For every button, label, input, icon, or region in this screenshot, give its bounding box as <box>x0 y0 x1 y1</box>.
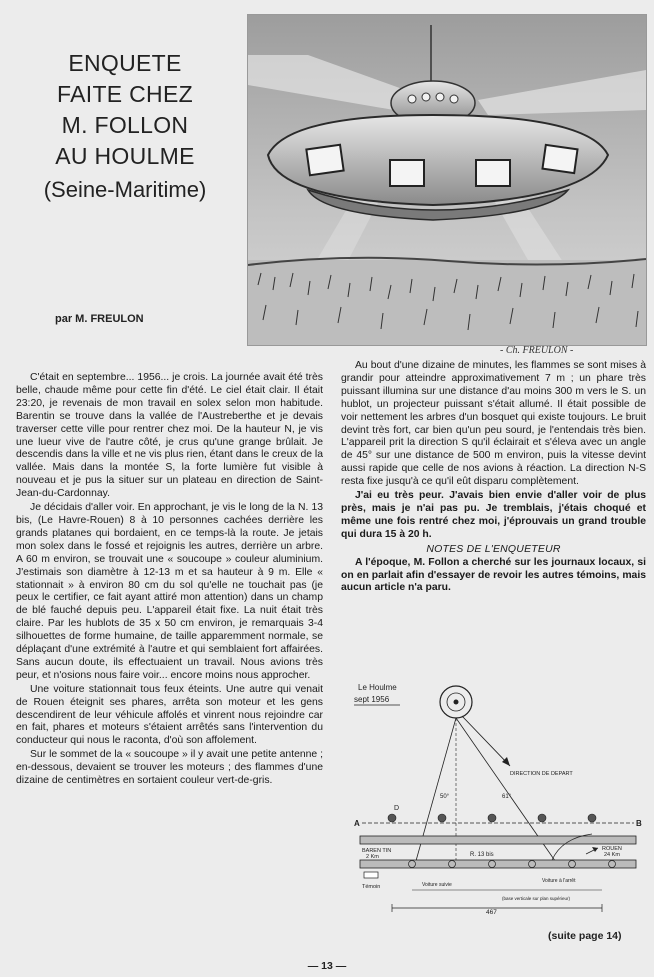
left-column <box>16 372 323 789</box>
temoin-label: Témoin <box>362 884 381 890</box>
road-upper <box>360 836 636 844</box>
angle-a-label: 50° <box>440 794 450 800</box>
saucer-drawing <box>248 15 646 345</box>
page-number: — 13 — <box>307 960 347 972</box>
title-line-4: AU HOULME <box>55 143 195 169</box>
diagram-date: sept 1956 <box>354 695 390 704</box>
title-line-1: ENQUETE <box>68 50 182 76</box>
voiture-suivie-label: Voiture suivie <box>422 882 452 888</box>
byline: par M. FREULON <box>55 313 144 325</box>
marker-d: D <box>394 805 400 812</box>
notes-heading: NOTES DE L'ENQUETEUR <box>426 542 561 555</box>
title-line-2: FAITE CHEZ <box>57 81 193 107</box>
rouen-arrow-icon <box>592 847 598 852</box>
paragraph: Une voiture stationnait tous feux éteints. Une autre qui venait de Rouen éteignit ses phares, arrêta son moteur et les gens descendirent de leur véhicule affolés et vinrent nous rejoindre car en fait, phares et moteurs s'étaient arrêtés sans l'intervention du conducteur qui nous le raconta, d'où son affolement. <box>16 683 323 747</box>
base-label: (base verticale sur plan supérieur) <box>502 896 571 901</box>
right-column <box>341 360 646 596</box>
saucer-illustration <box>247 14 647 346</box>
continued-note: (suite page 14) <box>548 930 622 942</box>
barentin-label: BAREN TIN <box>362 848 392 854</box>
artist-signature: - Ch. FREULON - <box>500 345 574 356</box>
angle-b-label: 61° <box>502 794 512 800</box>
rouen-distance: 24 Km <box>604 852 620 858</box>
site-diagram <box>352 678 644 916</box>
voiture-arret-label: Voiture à l'arrêt <box>542 878 576 884</box>
article-title <box>10 48 240 206</box>
temoin-marker <box>364 872 378 878</box>
site-map-drawing <box>352 678 644 916</box>
paragraph: J'ai eu très peur. J'avais bien envie d'aller voir de plus près, mais je n'ai pas pu. Je tremblais, j'étais choqué et même une fois rentré chez moi, j'éprouvais un grand trouble qui dura 15 à 20 h. <box>341 490 646 540</box>
diagram-place: Le Houlme <box>358 683 397 692</box>
paragraph: Au bout d'une dizaine de minutes, les flammes se sont mises à grandir pour atteindre approximativement 7 m ; un phare très puissant illumina sur une distance d'au moins 300 m vers le S. un hublot, un projecteur puissant s'était allumé. Il était possible de voir nettement les arbres d'un bosquet qui existe toujours. Le bruit devint très fort, car bien qu'un peu sourd, je l'entendais très bien. L'appareil prit la direction S qu'il éclairait et s'éleva avec un angle de 45° sur une distance de 500 m environ, puis la vitesse devint aussi rapide que celle de nos avions à réaction. La direction N-S resta fixe jusqu'à ce qu'il eût disparu complètement. <box>341 360 646 488</box>
paragraph: Je décidais d'aller voir. En approchant, je vis le long de la N. 13 bis, (Le Havre-Rouen) 8 à 10 personnes cachées derrière les grands platanes qui bordaient, en ce temps-là la route. Je jetais mon solex dans le fossé et rejoignis les autres, derrière un arbre. A 60 m environ, se trouvait une « soucoupe » couleur aluminium. J'estimais son diamètre à 12-13 m et sa hauteur à 9 m. Elle « stationnait » à environ 80 cm du sol qu'elle ne touchait pas (je peux le certifier, ce fait ayant attiré mon attention) dans un champ de blé fauché depuis peu. L'appareil était fixe. La nuit était très claire. Par les hublots de 35 x 50 cm environ, je remarquais 3-4 silhouettes de forme humaine, de taille apparemment normale, se déplaçant d'une extrémité à l'autre et qui semblaient fort affairées. Sans aucun doute, ils effectuaient un travail. Nous avions très peur, et n'osions nous faire voir... encore moins nous approcher. <box>16 502 323 681</box>
notes-paragraph: A l'époque, M. Follon a cherché sur les journaux locaux, si on en parlait afin d'essayer de revoir les autres témoins, mais aucun article n'a paru. <box>341 556 646 594</box>
distance-label: 467 <box>486 909 497 916</box>
title-line-3: M. FOLLON <box>61 112 189 138</box>
road-lower <box>360 860 636 868</box>
direction-label: DIRECTION DE DEPART <box>510 771 573 777</box>
paragraph: C'était en septembre... 1956... je crois. La journée avait été très belle, chaude même pour cette fin d'été. Le ciel était clair. Il était 23:20, je revenais de mon travail en solex selon mon habitude. Barentin se trouve dans la vallée de l'Austreberthe et je devais traverser cette ville pour rentrer chez moi. De la hauteur N, je vis une lueur vive de l'autre côté, je crus qu'une grange brûlait. Je descendis dans la ville et ne vis plus rien, étant dans le creux de la vallée. Mais dans la montée S, la forte lumière fut visible à nouveau et je pus la situer sur un plateau en direction de Saint-Jean-du-Cardonnay. <box>16 372 323 500</box>
barentin-distance: 2 Km <box>366 854 379 860</box>
route-label: R. 13 bis <box>470 852 494 858</box>
marker-a: A <box>354 819 360 828</box>
marker-b: B <box>636 819 642 828</box>
rouen-label: ROUEN <box>602 846 622 852</box>
paragraph: Sur le sommet de la « soucoupe » il y avait une petite antenne ; en-dessous, devaient se trouver les moteurs ; des flammes d'une dizaine de centimètres en sortaient couleur vert-de-gris. <box>16 749 323 787</box>
article-subtitle: (Seine-Maritime) <box>43 177 207 202</box>
